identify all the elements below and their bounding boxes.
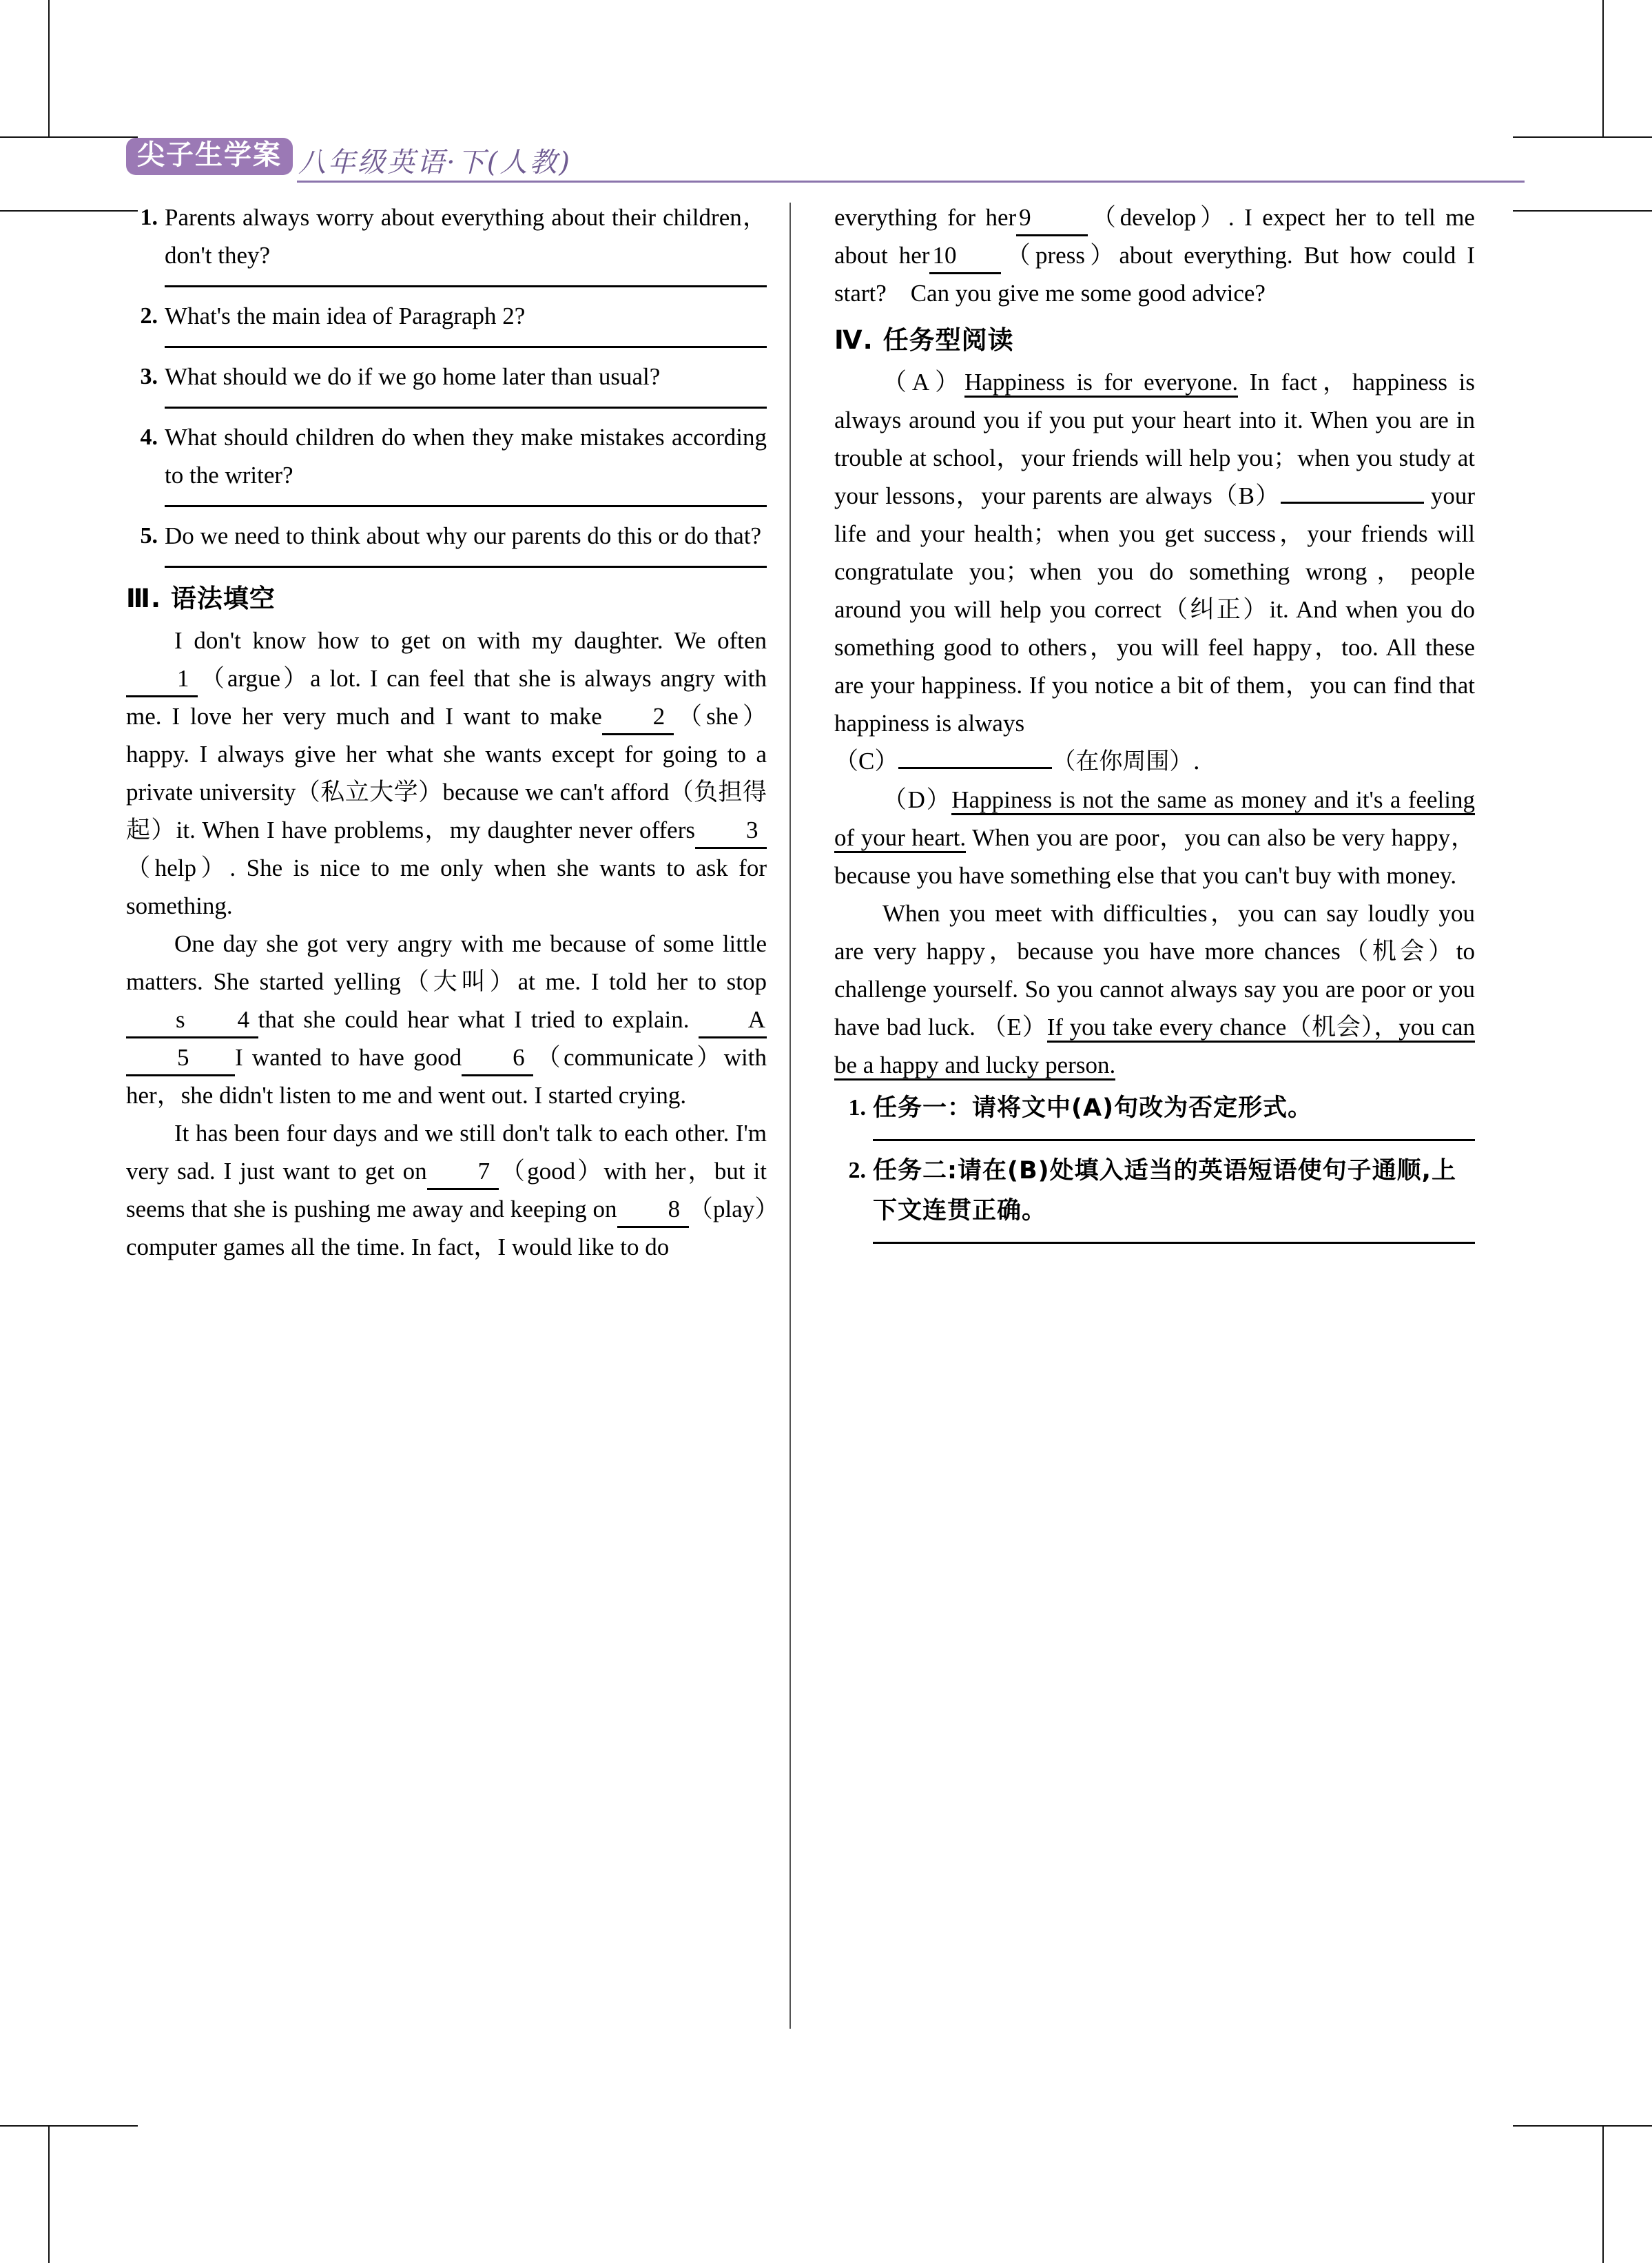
answer-line[interactable] [165,346,767,348]
label-d: （D） [882,786,952,813]
reading-question [126,358,767,396]
question-number: 3. [140,364,158,389]
para-text: （good）with her，but it seems that she is pushing me away and keeping on [126,1158,767,1222]
blank-5[interactable]: 5 [126,1041,235,1076]
question-text: Parents always worry about everything about their children，don't they? [165,204,767,269]
para-text: In fact，happiness is always around you if you put your heart into it. When you are in trouble at school，your friends will help you；when you study at your lessons，your parents are always [834,369,1476,509]
question-text: What should children do when they make mistakes according to the writer? [165,424,767,489]
para-text: （help）. She is nice to me only when she wants to ask for something. [126,854,767,919]
worksheet-page [126,135,1525,2120]
task-text: 任务二:请在(B)处填入适当的英语短语使句子通顺,上下文连贯正确。 [873,1157,1456,1225]
question-number: 4. [140,424,158,450]
two-column-body [126,198,1525,2107]
reading-question [126,517,767,555]
question-number: 5. [140,523,158,549]
crop-mark-bottom-left-vertical [48,2125,50,2263]
answer-line[interactable] [165,505,767,507]
left-column [126,198,790,2107]
para-text: It has been four days and we still don't talk to each other. I'm very sad. I just want to get on [126,1120,767,1185]
para-text: （develop）. I expect her to tell me about her [834,204,1475,269]
answer-line[interactable] [873,1139,1475,1141]
grammar-paragraph-2 [126,925,767,1114]
question-text: What's the main idea of Paragraph 2? [165,303,526,329]
reading-question [126,297,767,335]
task-text: 任务一：请将文中(A)句改为否定形式。 [873,1094,1313,1122]
para-text: I wanted to have good [235,1044,462,1071]
sentence-a-underlined: Happiness is for everyone. [964,369,1238,398]
crop-mark-bottom-right-horizontal [1513,2125,1652,2127]
right-column [790,198,1475,2107]
blank-5-hint: A [699,1003,767,1038]
label-b: （B） [1212,482,1281,509]
para-text: your life and your health；when you get success，your friends will congratulate you；when you do something wrong，people around you will help you correct（纠正）it. And when you do something good to others，you will feel happy，too. All these are your happiness. If you notice a bit of them，you can find that happiness is always [834,482,1476,737]
crop-mark-top-right-horizontal [1513,136,1652,138]
blank-4[interactable]: 4 [187,1003,258,1038]
para-text: When you meet with difficulties，you can say loudly you are very happy，because you have more chances（机会）to challenge yourself. So you cannot always say you are poor or you have bad luck. [834,900,1475,1041]
header-rule [297,181,1525,183]
blank-8[interactable]: 8 [617,1193,689,1228]
series-badge: 尖子生学案 [126,138,293,175]
task-number: 1. [848,1095,866,1120]
sentence-d-underlined: Happiness is not the same as money and it's a feeling of your heart. [834,786,1475,853]
para-text: （argue）a lot. I can feel that she is always angry with me. I love her very much and I want to make [126,665,767,730]
reading-paragraph-3 [834,894,1475,1084]
question-number: 2. [140,303,158,329]
para-text: （play）computer games all the time. In fact，I would like to do [126,1196,767,1260]
book-title: 八年级英语·下(人教) [298,147,572,178]
blank-1[interactable]: 1 [126,662,198,697]
reading-paragraph-2 [834,781,1475,894]
label-c: （C） [834,748,899,775]
reading-question [126,198,767,274]
crop-mark-top-left-horizontal [0,136,138,138]
grammar-paragraph-continued [834,198,1475,312]
crop-mark-top-right-vertical [1602,0,1604,138]
crop-mark-top-left-vertical [48,0,50,138]
answer-line[interactable] [165,566,767,568]
para-text: When you are poor，you can also be very happy，because you have something else that you can't buy with money. [834,824,1475,889]
task-question [834,1088,1475,1128]
answer-line[interactable] [165,407,767,409]
para-text: （communicate）with her，she didn't listen to me and went out. I started crying. [126,1044,767,1109]
crop-mark-bottom-right-vertical [1602,2125,1604,2263]
blank-4-hint: s [126,1003,187,1038]
blank-9[interactable]: 9 [1016,201,1088,236]
reading-question [126,418,767,494]
crop-mark-bottom-left-horizontal [0,2125,138,2127]
page-header [126,135,1525,189]
para-text: I don't know how to get on with my daughter. We often [174,627,767,654]
section-heading-4: Ⅳ. 任务型阅读 [834,325,1014,355]
blank-b[interactable] [1281,502,1424,504]
gloss-c: （在你周围）. [1052,748,1201,775]
section-heading-3: Ⅲ. 语法填空 [126,584,276,613]
grammar-paragraph-1 [126,622,767,925]
answer-line[interactable] [873,1242,1475,1244]
question-number: 1. [140,205,158,230]
question-text: Do we need to think about why our parents do this or do that? [165,522,762,549]
label-e: （E） [982,1014,1047,1041]
blank-3[interactable]: 3 [695,814,767,849]
label-a: （A） [882,369,965,396]
crop-mark-top-right-horizontal-2 [1513,210,1652,212]
blank-7[interactable]: 7 [427,1155,499,1190]
task-question [834,1151,1475,1231]
para-text: One day she got very angry with me because of some little matters. She started yelling（大叫）at me. I told her to stop [126,930,767,995]
para-text: everything for her [834,204,1017,231]
reading-paragraph-1 [834,363,1475,781]
blank-6[interactable]: 6 [462,1041,533,1076]
blank-10[interactable]: 10 [929,239,1001,274]
blank-c[interactable] [898,767,1052,769]
para-text: （press）about everything. But how could I start? Can you give me some good advice? [834,242,1475,307]
grammar-paragraph-3 [126,1114,767,1266]
sentence-e-underlined: If you take every chance（机会），you can be a happy and lucky person. [834,1014,1475,1081]
task-number: 2. [848,1158,866,1183]
crop-mark-top-left-horizontal-2 [0,210,138,212]
question-text: What should we do if we go home later than usual? [165,363,661,390]
para-text: （she）happy. I always give her what she wants except for going to a private university（私立大学）because we can't afford（负担得起）it. When I have problems，my daughter never offers [126,703,767,843]
answer-line[interactable] [165,285,767,287]
blank-2[interactable]: 2 [602,700,674,735]
para-text: that she could hear what I tried to explain. [258,1006,690,1033]
